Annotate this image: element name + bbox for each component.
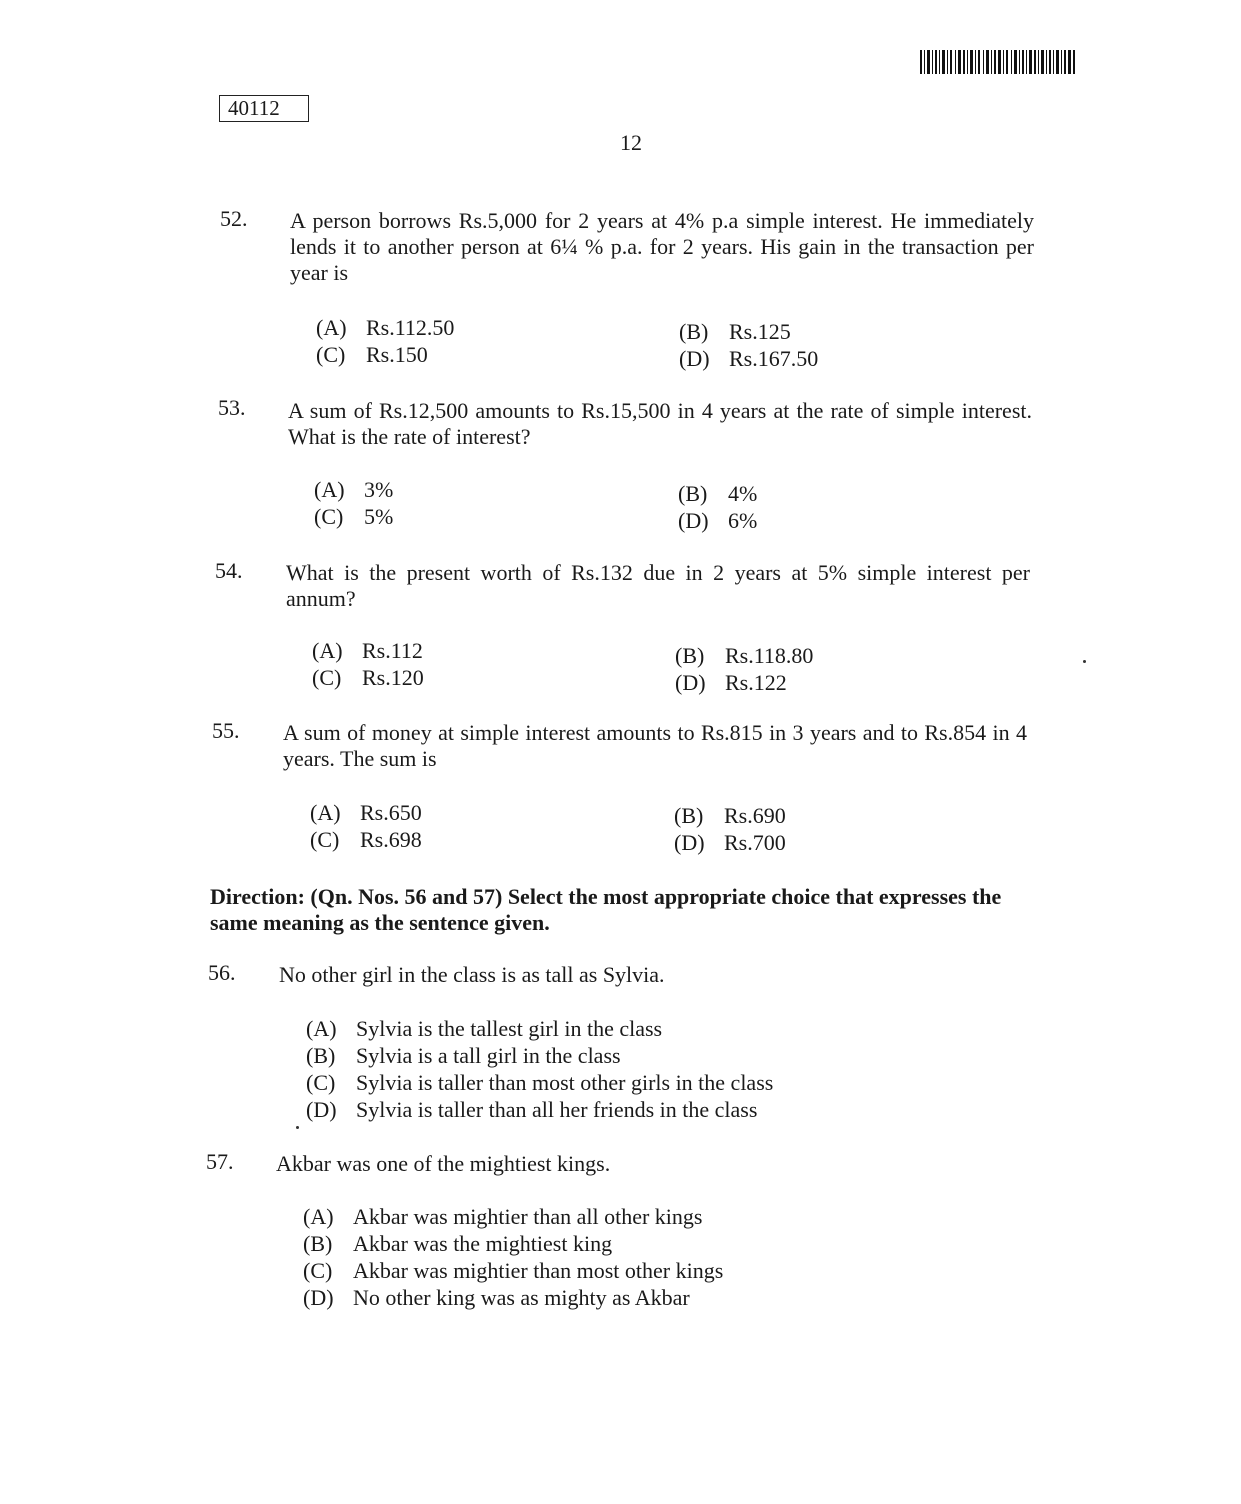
option-label: (B) (679, 319, 709, 344)
option-b (303, 1230, 612, 1257)
option-b (306, 1042, 621, 1069)
option-text: Rs.112.50 (366, 315, 455, 340)
option-label: (D) (675, 670, 706, 695)
option-text: Rs.690 (724, 803, 786, 828)
scan-speck (1083, 660, 1086, 663)
option-text: Akbar was mightier than all other kings (353, 1204, 703, 1229)
option-label: (C) (306, 1070, 336, 1095)
option-text: Rs.650 (360, 800, 422, 825)
option-c (306, 1069, 773, 1096)
option-label: (B) (306, 1043, 336, 1068)
option-d (674, 829, 786, 856)
question-text: Akbar was one of the mightiest kings. (276, 1151, 611, 1176)
option-label: (D) (674, 830, 705, 855)
option-label: (B) (678, 481, 708, 506)
option-text: 3% (364, 477, 394, 502)
option-a (316, 314, 454, 341)
option-text: Rs.698 (360, 827, 422, 852)
option-label: (C) (303, 1258, 333, 1283)
barcode-image (920, 50, 1075, 74)
option-label: (D) (303, 1285, 334, 1310)
option-label: (C) (314, 504, 344, 529)
option-text: Sylvia is taller than all her friends in the class (356, 1097, 758, 1122)
option-label: (C) (310, 827, 340, 852)
option-b (678, 480, 757, 507)
paper-code-box: 40112 (219, 95, 309, 122)
option-text: Sylvia is taller than most other girls in the class (356, 1070, 774, 1095)
option-text: Rs.120 (362, 665, 424, 690)
question-number: 52. (220, 206, 248, 231)
question-text: A sum of Rs.12,500 amounts to Rs.15,500 in 4 years at the rate of simple interest. What is the rate of interest? (288, 398, 1032, 449)
question-number: 54. (215, 558, 243, 583)
option-b (679, 318, 791, 345)
option-text: Rs.122 (725, 670, 787, 695)
option-a (314, 476, 393, 503)
option-text: Akbar was mightier than most other kings (353, 1258, 724, 1283)
question-text: What is the present worth of Rs.132 due in 2 years at 5% simple interest per annum? (286, 560, 1030, 611)
option-text: Sylvia is the tallest girl in the class (356, 1016, 663, 1041)
option-label: (D) (679, 346, 710, 371)
option-label: (A) (312, 638, 343, 663)
option-c (303, 1257, 723, 1284)
option-label: (D) (678, 508, 709, 533)
option-text: Rs.150 (366, 342, 428, 367)
option-text: No other king was as mighty as Akbar (353, 1285, 690, 1310)
option-d (675, 669, 787, 696)
option-a (303, 1203, 702, 1230)
option-a (306, 1015, 662, 1042)
option-c (310, 826, 422, 853)
option-label: (B) (303, 1231, 333, 1256)
option-text: Akbar was the mightiest king (353, 1231, 613, 1256)
option-text: Rs.167.50 (729, 346, 819, 371)
option-b (675, 642, 813, 669)
option-label: (C) (316, 342, 346, 367)
question-text: No other girl in the class is as tall as Sylvia. (279, 962, 665, 987)
option-d (303, 1284, 690, 1311)
question-text: A person borrows Rs.5,000 for 2 years at 4% p.a simple interest. He immediately lends it to another person at 6¼ % p.a. for 2 years. His gain in the transaction per year is (290, 208, 1034, 285)
scan-speck (296, 1126, 299, 1129)
option-d (678, 507, 757, 534)
question-text: A sum of money at simple interest amounts to Rs.815 in 3 years and to Rs.854 in 4 years. The sum is (283, 720, 1027, 771)
question-number: 55. (212, 718, 240, 743)
question-number: 56. (208, 960, 236, 985)
option-d (679, 345, 818, 372)
option-label: (A) (306, 1016, 337, 1041)
option-text: Rs.125 (729, 319, 791, 344)
direction-text: Direction: (Qn. Nos. 56 and 57) Select the most appropriate choice that expresses the same meaning as the sentence given. (210, 884, 1002, 935)
option-b (674, 802, 786, 829)
option-label: (D) (306, 1097, 337, 1122)
question-number: 53. (218, 395, 246, 420)
option-label: (A) (310, 800, 341, 825)
option-label: (B) (675, 643, 705, 668)
option-text: 6% (728, 508, 758, 533)
option-a (310, 799, 422, 826)
option-label: (A) (303, 1204, 334, 1229)
option-text: Rs.112 (362, 638, 423, 663)
option-label: (A) (314, 477, 345, 502)
option-a (312, 637, 423, 664)
page-number: 12 (620, 130, 642, 155)
option-d (306, 1096, 757, 1123)
option-c (316, 341, 428, 368)
option-c (314, 503, 393, 530)
option-text: Rs.118.80 (725, 643, 814, 668)
option-label: (C) (312, 665, 342, 690)
option-c (312, 664, 424, 691)
option-text: Rs.700 (724, 830, 786, 855)
option-label: (B) (674, 803, 704, 828)
option-text: Sylvia is a tall girl in the class (356, 1043, 621, 1068)
question-number: 57. (206, 1149, 234, 1174)
option-text: 4% (728, 481, 758, 506)
option-label: (A) (316, 315, 347, 340)
option-text: 5% (364, 504, 394, 529)
